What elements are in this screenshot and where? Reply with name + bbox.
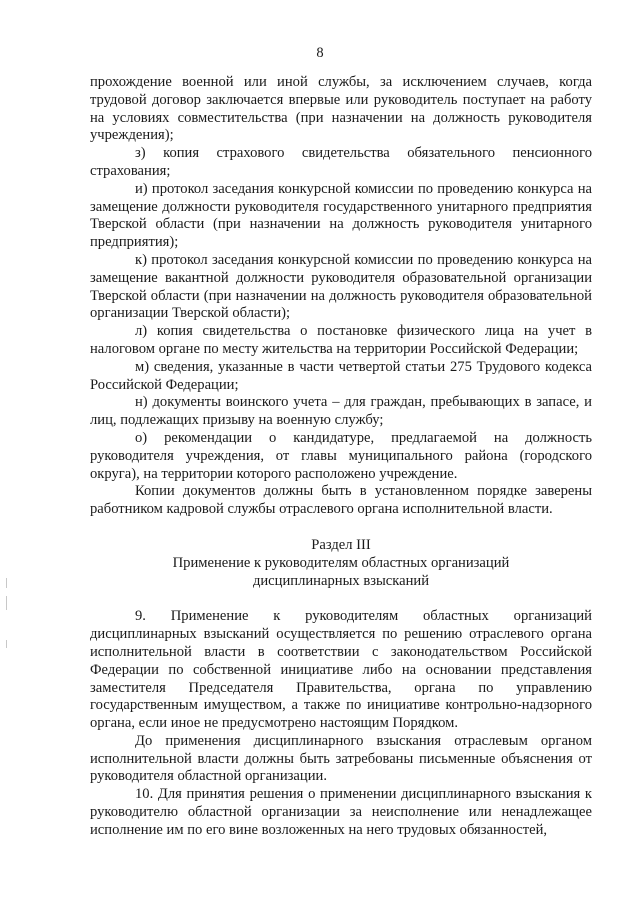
- scan-artifact: [6, 640, 7, 648]
- section-title-line-1: Применение к руководителям областных организаций: [172, 554, 510, 571]
- paragraph: До применения дисциплинарного взыскания отраслевым органом исполнительной власти должны быть затребованы письменные объяснения от руководителя областной организации.: [90, 732, 592, 785]
- paragraph: к) протокол заседания конкурсной комиссии по проведению конкурса на замещение вакантной должности руководителя образовательной организации Тверской области (при назначении на должность руководителя образовательной организации Тверской области);: [90, 251, 592, 322]
- section-heading: [90, 537, 592, 590]
- paragraph: м) сведения, указанные в части четвертой статьи 275 Трудового кодекса Российской Федерации;: [90, 358, 592, 393]
- paragraph: 9. Применение к руководителям областных организаций дисциплинарных взысканий осуществляется по решению отраслевого органа исполнительной власти в соответствии с законодательством Российской Федерации по собственной инициативе либо на основании представления заместителя Председателя Правительства, органа по управлению государственным имуществом, а также по инициативе контрольно-надзорного органа, если иное не предусмотрено настоящим Порядком.: [90, 608, 592, 732]
- document-body: [90, 74, 592, 840]
- paragraph: Копии документов должны быть в установленном порядке заверены работником кадровой службы отраслевого органа исполнительной власти.: [90, 483, 592, 518]
- scan-artifact: [6, 596, 7, 610]
- paragraph: н) документы воинского учета – для граждан, пребывающих в запасе, и лиц, подлежащих призыву на военную службу;: [90, 394, 592, 429]
- paragraph: прохождение военной или иной службы, за исключением случаев, когда трудовой договор заключается впервые или руководитель поступает на работу на условиях совместительства (при назначении на должность руководителя учреждения);: [90, 74, 592, 144]
- section-title-line-2: дисциплинарных взысканий: [252, 572, 430, 589]
- paragraph: л) копия свидетельства о постановке физического лица на учет в налоговом органе по месту жительства на территории Российской Федерации;: [90, 323, 592, 357]
- scan-artifact: [6, 578, 7, 588]
- paragraph: и) протокол заседания конкурсной комиссии по проведению конкурса на замещение должности руководителя государственного унитарного предприятия Тверской области (при назначении на должность руководителя унитарного предприятия);: [90, 180, 592, 251]
- paragraph: 10. Для принятия решения о применении дисциплинарного взыскания к руководителю областной организации за неисполнение или ненадлежащее исполнение им по его вине возложенных на него трудовых обязанностей,: [90, 786, 592, 838]
- section-spacer: [90, 590, 592, 608]
- paragraph: з) копия страхового свидетельства обязательного пенсионного страхования;: [90, 145, 592, 179]
- section-number: Раздел III: [311, 536, 371, 553]
- paragraphs-bottom: [90, 608, 592, 839]
- paragraphs-top: [90, 74, 592, 519]
- paragraph: о) рекомендации о кандидатуре, предлагаемой на должность руководителя учреждения, от главы муниципального района (городского округа), на территории которого расположено учреждение.: [90, 429, 592, 482]
- page-number: 8: [316, 45, 324, 61]
